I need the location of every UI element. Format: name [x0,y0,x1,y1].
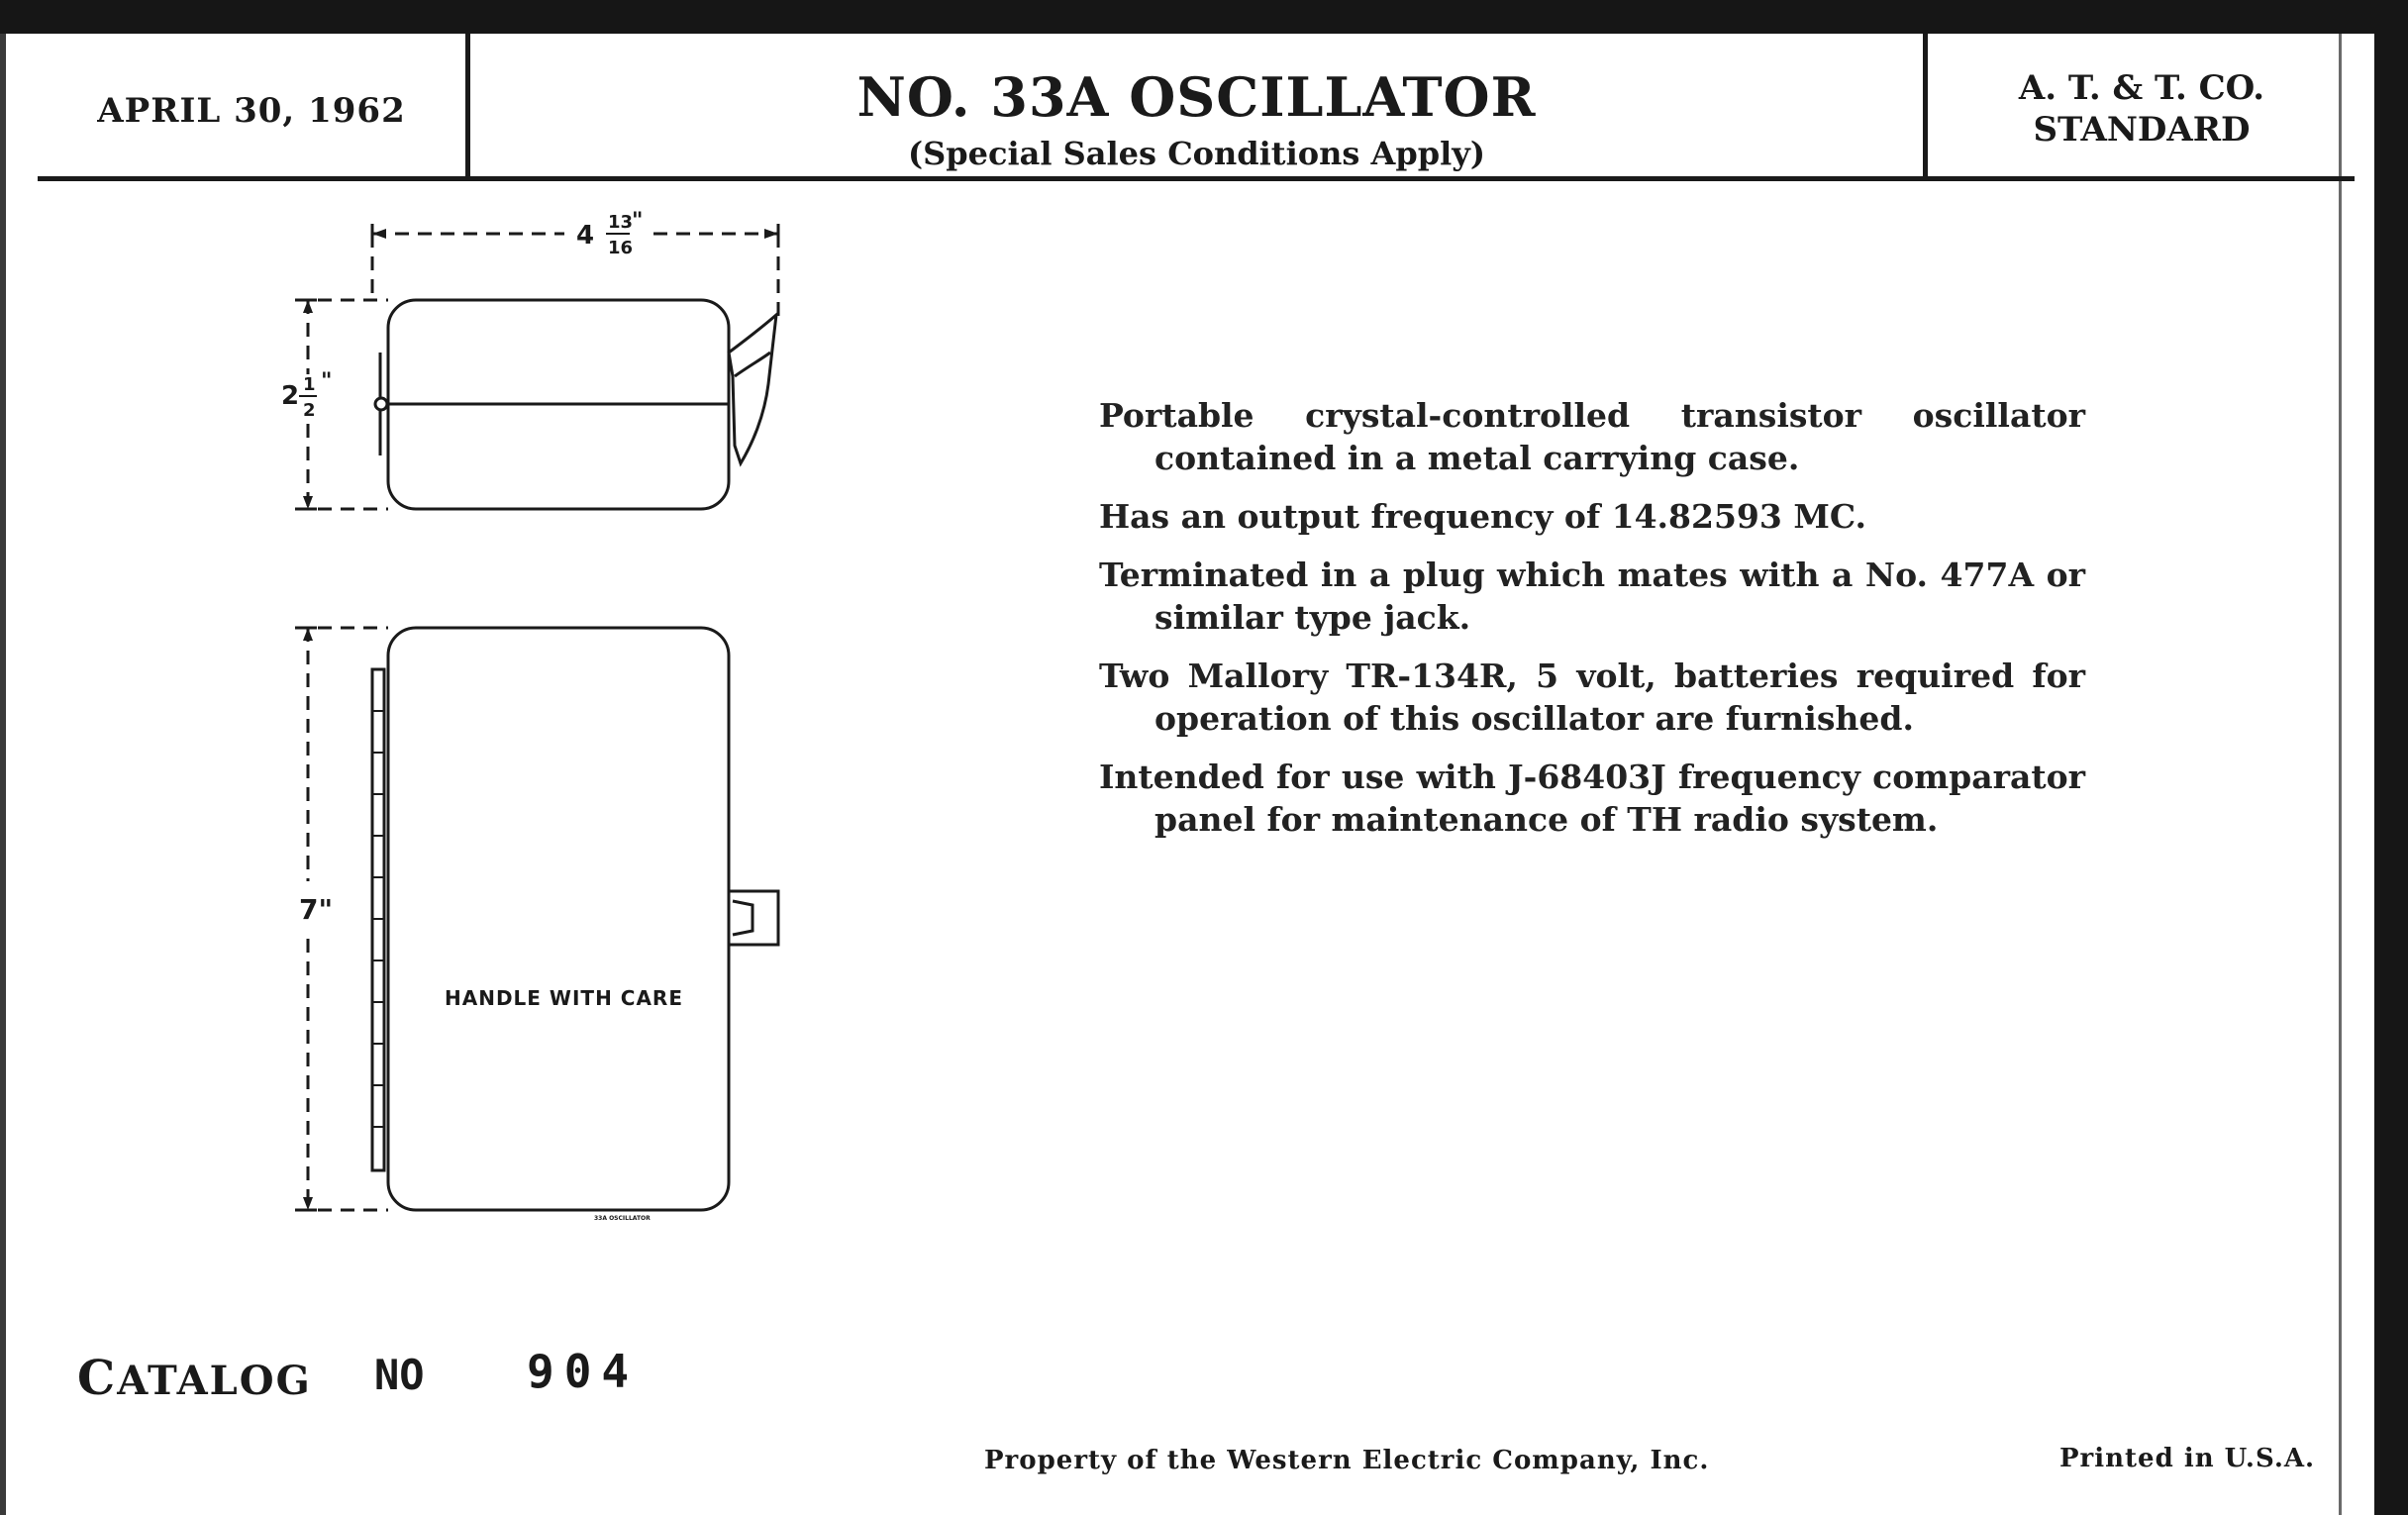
top-view-handle [729,315,776,463]
description-paragraph: Has an output frequency of 14.82593 MC. [1099,497,1867,536]
height-whole: 2 [281,381,300,411]
width-frac-num: 13 [608,212,634,233]
description-paragraph: Portable crystal-controlled transistor oscillator contained in a metal carrying case. [1099,396,2085,477]
footer-property: Property of the Western Electric Company, Inc. [984,1446,1710,1475]
width-whole: 4 [576,221,595,251]
catalog-no-label: NO [374,1351,425,1399]
drawing-caption: 33A OSCILLATOR [594,1215,651,1222]
case-label: HANDLE WITH CARE [445,986,683,1010]
footer-printed: Printed in U.S.A. [2059,1444,2316,1473]
front-view-case [388,628,729,1210]
standard-line-2: STANDARD [2033,110,2251,150]
standard-line-1: A. T. & T. CO. [2018,68,2265,108]
catalog-label [77,1351,312,1406]
page-subtitle: (Special Sales Conditions Apply) [908,135,1485,172]
height-frac-num: 1 [303,374,316,395]
issue-date: APRIL 30, 1962 [97,91,406,131]
svg-text:": " [632,209,644,234]
height-frac-den: 2 [303,400,316,421]
description-paragraph: Intended for use with J-68403J frequency comparator panel for maintenance of TH radio system. [1099,758,2085,839]
svg-text:": " [321,369,333,394]
description-paragraph: Terminated in a plug which mates with a No. 477A or similar type jack. [1099,556,2085,637]
description [1099,394,2085,857]
catalog-label-initial: C [77,1351,118,1406]
length-label: 7" [299,893,334,926]
description-paragraph: Two Mallory TR-134R, 5 volt, batteries required for operation of this oscillator are furnished. [1099,656,2085,738]
catalog-label-rest: ATALOG [117,1358,312,1404]
catalog-number: 904 [527,1345,640,1398]
page-title: NO. 33A OSCILLATOR [856,65,1537,129]
top-view-latch [375,398,387,410]
width-frac-den: 16 [608,238,634,258]
